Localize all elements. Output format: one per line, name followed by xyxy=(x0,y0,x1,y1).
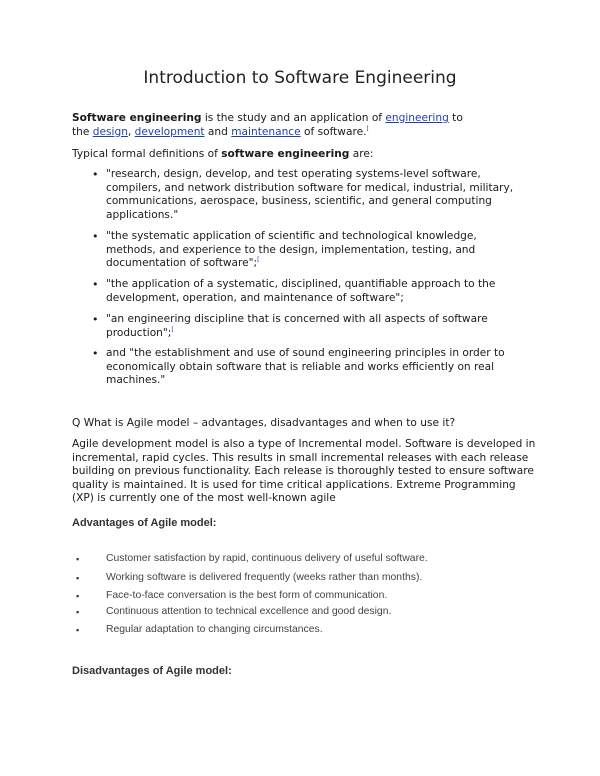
intro-paragraph xyxy=(72,112,532,139)
disadvantages-heading: Disadvantages of Agile model: xyxy=(72,665,232,677)
definitions-suffix: are: xyxy=(349,148,374,160)
bullet-icon: • xyxy=(92,168,99,181)
list-item xyxy=(106,347,526,388)
advantage-item: Working software is delivered frequently (weeks rather than months). xyxy=(106,572,423,583)
list-item xyxy=(106,230,526,271)
link-maintenance[interactable]: maintenance xyxy=(231,125,301,138)
link-design[interactable]: design xyxy=(92,125,128,138)
intro-comma: , xyxy=(127,125,135,138)
square-bullet-icon: ▪ xyxy=(76,591,80,601)
intro-term: Software engineering xyxy=(72,112,202,124)
citation-ref[interactable]: [ xyxy=(257,256,260,264)
intro-text-2: to xyxy=(448,112,463,124)
bullet-icon: • xyxy=(92,230,99,243)
square-bullet-icon: ▪ xyxy=(76,607,80,617)
square-bullet-icon: ▪ xyxy=(76,554,80,564)
bullet-icon: • xyxy=(92,347,99,360)
advantages-heading: Advantages of Agile model: xyxy=(72,517,217,529)
advantage-item: Face-to-face conversation is the best form of communication. xyxy=(106,590,388,601)
square-bullet-icon: ▪ xyxy=(76,625,80,635)
advantage-item: Regular adaptation to changing circumstances. xyxy=(106,624,323,635)
agile-paragraph: Agile development model is also a type of Incremental model. Software is developed in incremental, rapid cycles. This results in small incremental releases with each release building on previous functionality. Each release is thoroughly tested to ensure software quality is maintained. It is used for time critical applications. Extreme Programming (XP) is currently one of the most well-known agile xyxy=(72,438,536,505)
intro-text-3: the xyxy=(72,125,93,138)
advantage-item: Continuous attention to technical excellence and good design. xyxy=(106,606,392,617)
definitions-term: software engineering xyxy=(221,148,350,160)
link-development[interactable]: development xyxy=(134,125,205,138)
link-engineering[interactable]: engineering xyxy=(385,112,449,124)
definitions-prefix: Typical formal definitions of xyxy=(72,148,222,160)
list-item xyxy=(106,278,526,305)
citation-ref[interactable]: [ xyxy=(366,125,369,133)
definition-text: and "the establishment and use of sound engineering principles in order to economically obtain software that is reliable and works efficiently on real machines." xyxy=(106,347,505,387)
definition-text: "an engineering discipline that is concerned with all aspects of software production"; xyxy=(106,313,488,339)
bullet-icon: • xyxy=(92,278,99,291)
square-bullet-icon: ▪ xyxy=(76,573,80,583)
definition-text: "the systematic application of scientific and technological knowledge, methods, and experience to the design, implementation, testing, and documentation of software"; xyxy=(106,230,477,270)
advantage-item: Customer satisfaction by rapid, continuous delivery of useful software. xyxy=(106,553,428,564)
intro-text-5: of software. xyxy=(300,125,367,138)
definitions-intro xyxy=(72,148,532,162)
definition-text: "the application of a systematic, disciplined, quantifiable approach to the development, operation, and maintenance of software"; xyxy=(106,278,496,304)
page-title: Introduction to Software Engineering xyxy=(143,68,457,88)
list-item xyxy=(106,168,526,222)
intro-text-4: and xyxy=(204,125,232,138)
intro-text-1: is the study and an application of xyxy=(201,112,386,124)
citation-ref[interactable]: [ xyxy=(171,326,174,334)
list-item xyxy=(106,313,526,340)
definition-text: "research, design, develop, and test operating systems-level software, compilers, and network distribution software for medical, industrial, military, communications, aerospace, business, scientific, and general computing applications." xyxy=(106,168,514,221)
bullet-icon: • xyxy=(92,313,99,326)
agile-question: Q What is Agile model – advantages, disadvantages and when to use it? xyxy=(72,417,456,429)
